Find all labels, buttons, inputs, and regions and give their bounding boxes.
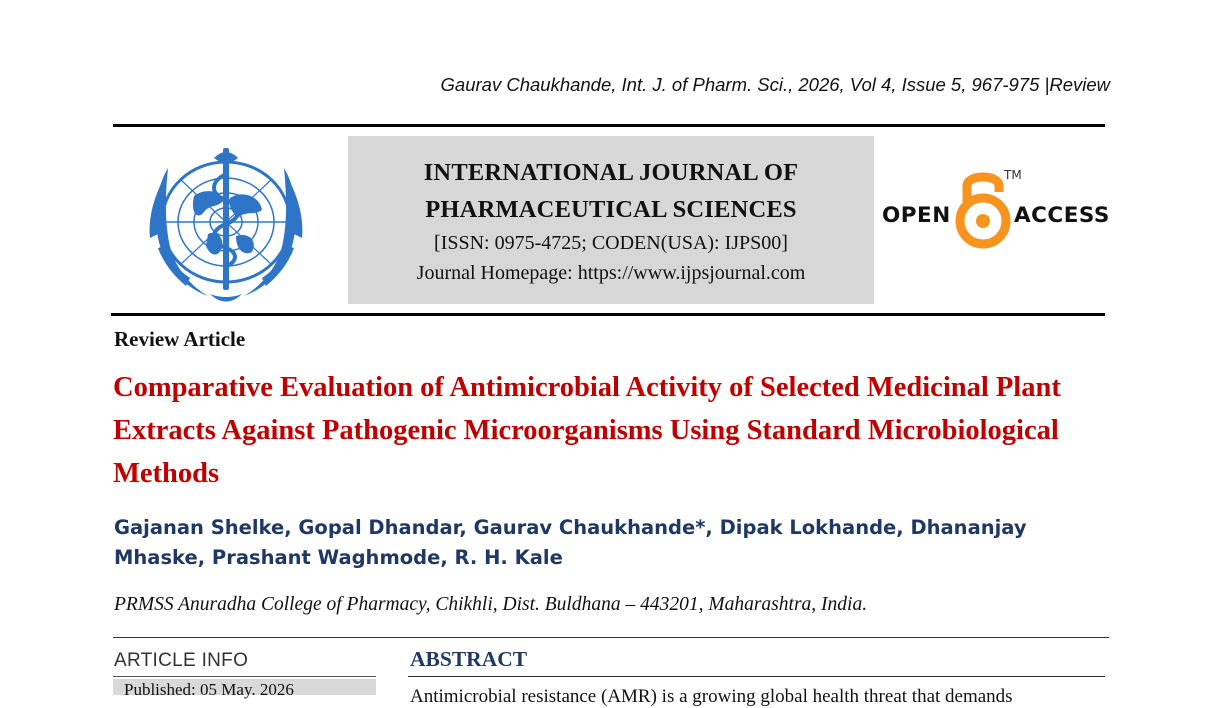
article-title: Comparative Evaluation of Antimicrobial Activity of Selected Medicinal Plant Extracts Against Pathogenic Microorganisms Using Standard Microbiological Methods: [113, 372, 1061, 489]
section-divider: [113, 637, 1109, 638]
open-access-right-word: ACCESS: [1014, 203, 1110, 228]
journal-name-line1: INTERNATIONAL JOURNAL OF: [423, 159, 799, 186]
article-info-underline: [113, 676, 376, 677]
journal-banner: [348, 136, 874, 304]
open-access-left-word: OPEN: [882, 203, 951, 228]
article-type: Review Article: [114, 327, 246, 351]
header-bottom-rule: [111, 313, 1105, 316]
top-rule: [113, 124, 1105, 127]
article-info-heading: ARTICLE INFO: [114, 650, 249, 671]
author-list: Gajanan Shelke, Gopal Dhandar, Gaurav Chaukhande*, Dipak Lokhande, Dhananjay Mhaske, Prashant Waghmode, R. H. Kale: [114, 516, 1027, 569]
journal-name: [348, 154, 874, 228]
published-date: Published: 05 May. 2026: [124, 680, 294, 699]
open-access-logo: [880, 166, 1108, 252]
abstract-underline: [408, 676, 1105, 677]
journal-emblem-logo: [124, 138, 328, 306]
citation-header: Gaurav Chaukhande, Int. J. of Pharm. Sci., 2026, Vol 4, Issue 5, 967-975 |Review: [440, 74, 1110, 95]
abstract-text: Antimicrobial resistance (AMR) is a growing global health threat that demands: [410, 686, 1013, 707]
author-affiliation: PRMSS Anuradha College of Pharmacy, Chikhli, Dist. Buldhana – 443201, Maharashtra, India.: [114, 594, 868, 615]
journal-name-line2: PHARMACEUTICAL SCIENCES: [425, 196, 797, 223]
abstract-heading: ABSTRACT: [410, 647, 528, 671]
journal-homepage[interactable]: Journal Homepage: https://www.ijpsjournal.com: [416, 262, 806, 284]
trademark-mark: TM: [1004, 168, 1022, 182]
open-access-lock-icon: [955, 166, 1011, 252]
journal-issn: [ISSN: 0975-4725; CODEN(USA): IJPS00]: [434, 232, 788, 254]
